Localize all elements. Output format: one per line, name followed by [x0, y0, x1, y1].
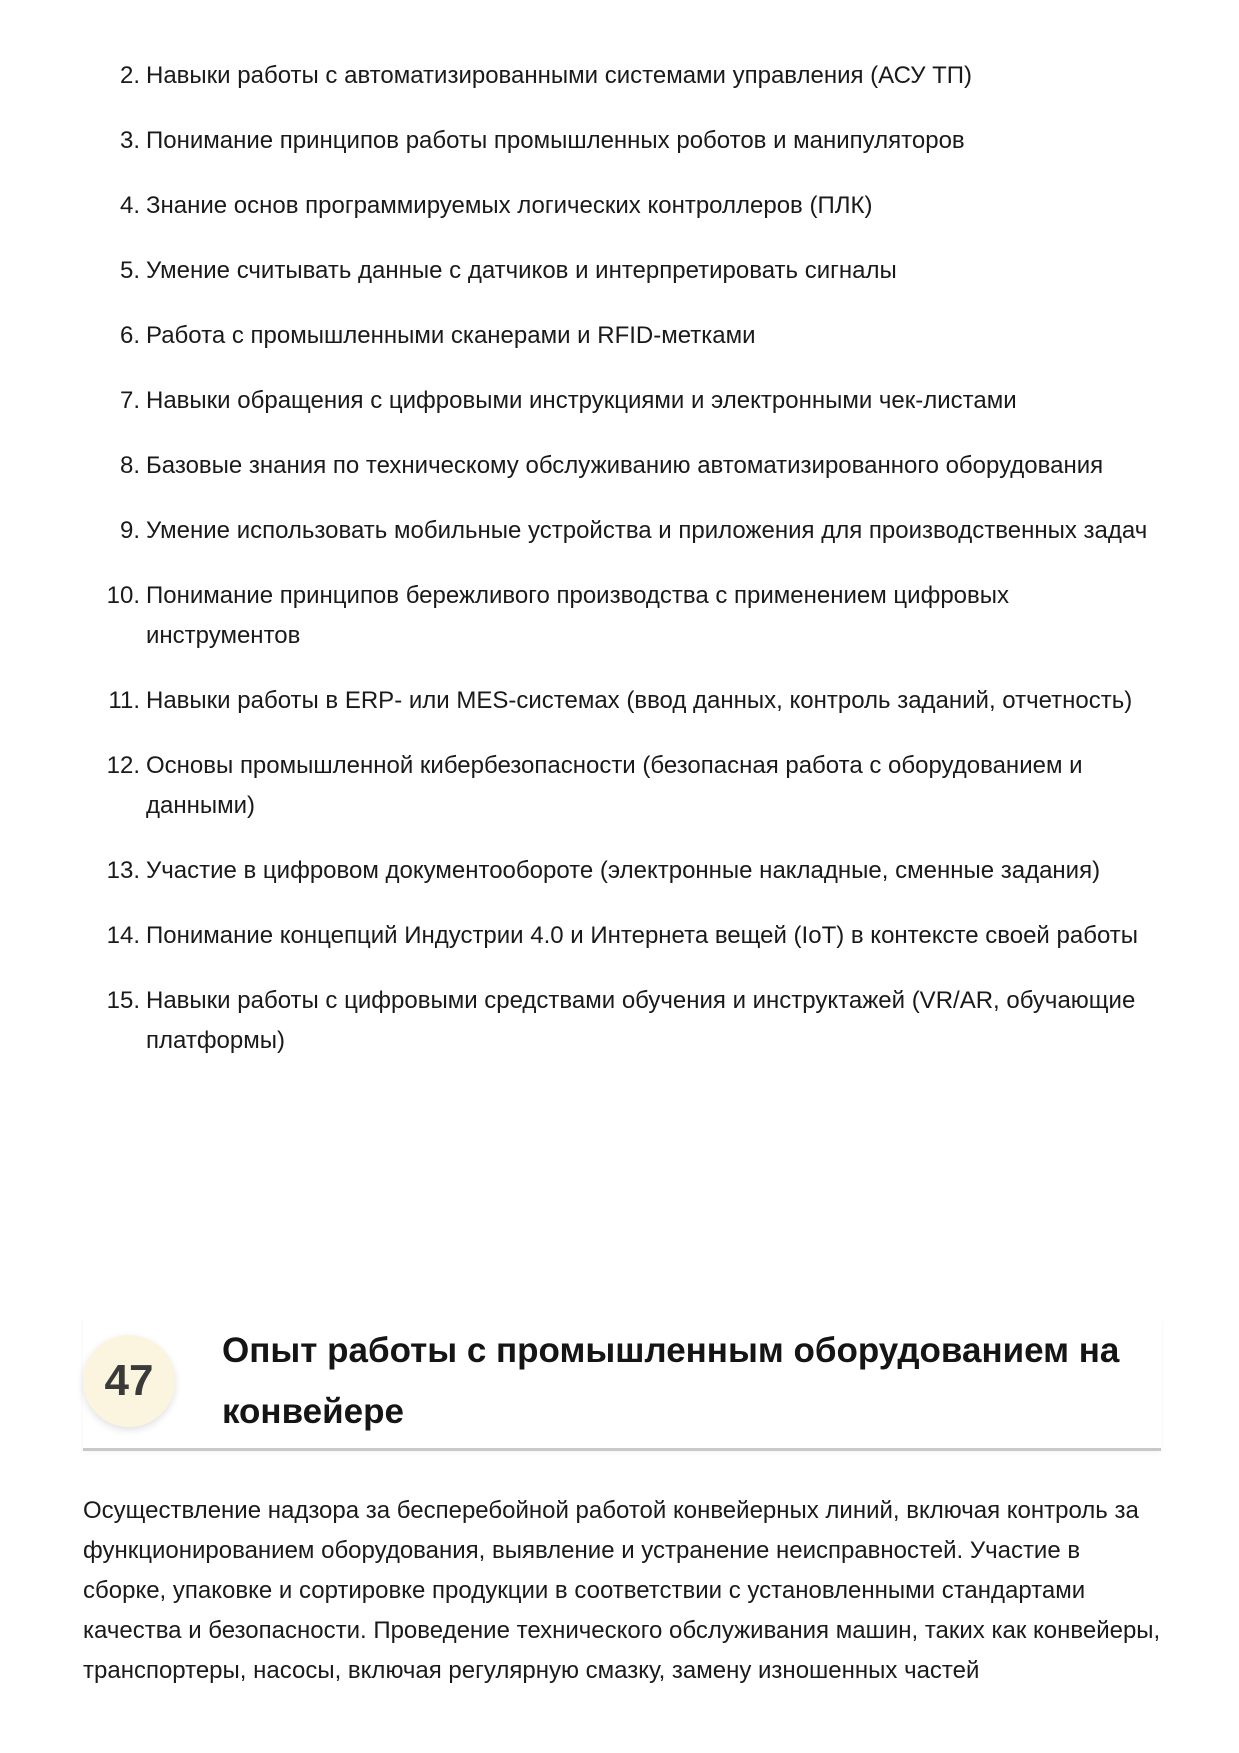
list-item-text: Навыки обращения с цифровыми инструкциями и электронными чек-листами — [146, 387, 1017, 414]
list-item-text: Навыки работы с цифровыми средствами обучения и инструктажей (VR/AR, обучающие платформы) — [146, 987, 1136, 1054]
list-item-text: Работа с промышленными сканерами и RFID-метками — [146, 322, 756, 349]
list-item-number: 7. — [119, 387, 140, 414]
list-item-number: 2. — [119, 62, 140, 89]
list-item — [0, 316, 1239, 356]
list-item — [0, 511, 1239, 551]
list-item — [0, 446, 1239, 486]
list-item-number: 8. — [119, 452, 140, 479]
list-item-number: 14. — [106, 922, 140, 949]
section-body-paragraph: Осуществление надзора за бесперебойной работой конвейерных линий, включая контроль за функционированием оборудования, выявление и устранение неисправностей. Участие в сборке, упаковке и сортировке продукции в соответствии с установленными стандартами качества и безопасности. Проведение технического обслуживания машин, таких как конвейеры, транспортеры, насосы, включая регулярную смазку, замену изношенных частей — [83, 1497, 1161, 1684]
list-item-number: 9. — [119, 517, 140, 544]
list-item-text: Знание основ программируемых логических контроллеров (ПЛК) — [146, 192, 873, 219]
list-item-number: 3. — [119, 127, 140, 154]
list-item — [0, 681, 1239, 721]
list-item-number: 6. — [119, 322, 140, 349]
list-item-number: 13. — [106, 857, 140, 884]
list-item-number: 15. — [106, 987, 140, 1014]
list-item — [0, 186, 1239, 226]
list-item-text: Понимание концепций Индустрии 4.0 и Интернета вещей (IoT) в контексте своей работы — [146, 922, 1139, 949]
list-item-number: 11. — [108, 687, 140, 714]
section-title: Опыт работы с промышленным оборудованием на конвейере — [222, 1331, 1120, 1431]
list-item — [0, 121, 1239, 161]
list-item-text: Умение использовать мобильные устройства и приложения для производственных задач — [146, 517, 1148, 544]
list-item-text: Навыки работы в ERP- или MES-системах (ввод данных, контроль заданий, отчетность) — [146, 687, 1133, 714]
section-number-badge: 47 — [83, 1335, 175, 1427]
list-item-text: Основы промышленной кибербезопасности (безопасная работа с оборудованием и данными) — [146, 752, 1083, 819]
list-item-number: 10. — [106, 582, 140, 609]
skills-list — [0, 56, 1239, 1086]
list-item — [0, 381, 1239, 421]
list-item-number: 12. — [106, 752, 140, 779]
list-item-text: Навыки работы с автоматизированными системами управления (АСУ ТП) — [146, 62, 973, 89]
list-item-text: Умение считывать данные с датчиков и интерпретировать сигналы — [146, 257, 897, 284]
list-item — [0, 251, 1239, 291]
list-item — [0, 56, 1239, 96]
list-item — [0, 916, 1239, 956]
list-item — [0, 981, 1239, 1061]
list-item — [0, 576, 1239, 656]
list-item — [0, 746, 1239, 826]
list-item — [0, 851, 1239, 891]
list-item-number: 5. — [119, 257, 140, 284]
list-item-text: Понимание принципов работы промышленных роботов и манипуляторов — [146, 127, 965, 154]
list-item-text: Понимание принципов бережливого производства с применением цифровых инструментов — [146, 582, 1010, 649]
list-item-number: 4. — [119, 192, 140, 219]
list-item-text: Базовые знания по техническому обслуживанию автоматизированного оборудования — [146, 452, 1104, 479]
list-item-text: Участие в цифровом документообороте (электронные накладные, сменные задания) — [146, 857, 1101, 884]
section-header — [83, 1318, 1161, 1451]
